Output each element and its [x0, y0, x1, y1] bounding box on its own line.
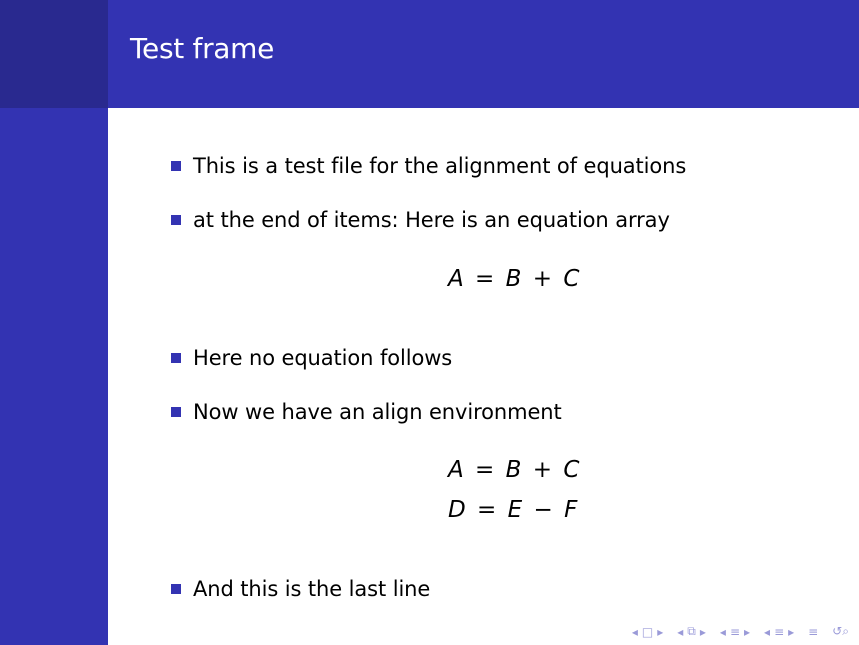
eq-lhs: D — [448, 497, 466, 523]
search-back-icon[interactable]: ↺⌕ — [832, 624, 849, 638]
subsection-prev-icon[interactable]: ◂ — [677, 624, 684, 639]
subsection-next-icon[interactable]: ▸ — [699, 624, 706, 639]
section-icon[interactable]: ≡ — [729, 624, 740, 639]
equation-align-line-1 — [448, 457, 579, 483]
eq-term: B — [505, 266, 522, 292]
equation-eqnarray — [448, 266, 579, 292]
subsection-icon[interactable]: ≡ — [774, 624, 785, 639]
list-item-text: This is a test file for the alignment of equations — [193, 154, 687, 178]
eq-lhs: A — [448, 457, 464, 483]
eq-term: E — [507, 497, 523, 523]
bullet-icon — [171, 584, 181, 594]
list-item — [171, 154, 686, 178]
eq-term: C — [563, 266, 580, 292]
frame-icon[interactable]: □ — [641, 624, 654, 639]
frame-title: Test frame — [130, 32, 275, 65]
list-item-text: Here no equation follows — [193, 346, 453, 370]
list-item-text: Now we have an align environment — [193, 400, 562, 424]
equation-align-line-2 — [448, 497, 577, 523]
frame-prev-icon[interactable]: ◂ — [631, 624, 638, 639]
subsec-prev-icon[interactable]: ◂ — [764, 624, 771, 639]
eq-equals: = — [477, 497, 497, 523]
eq-operator: − — [533, 497, 553, 523]
bullet-icon — [171, 353, 181, 363]
eq-term: F — [564, 497, 578, 523]
list-item — [171, 400, 562, 424]
eq-operator: + — [532, 457, 553, 483]
eq-lhs: A — [448, 266, 464, 292]
eq-operator: + — [532, 266, 553, 292]
eq-equals: = — [475, 266, 495, 292]
section-prev-icon[interactable]: ◂ — [719, 624, 726, 639]
bullet-icon — [171, 161, 181, 171]
eq-equals: = — [475, 457, 495, 483]
slides-icon[interactable]: ⧉ — [687, 624, 696, 638]
document-icon[interactable]: ≡ — [808, 624, 819, 639]
bullet-icon — [171, 215, 181, 225]
list-item-text: And this is the last line — [193, 577, 431, 601]
list-item — [171, 208, 670, 232]
section-next-icon[interactable]: ▸ — [744, 624, 751, 639]
subsec-next-icon[interactable]: ▸ — [788, 624, 795, 639]
eq-term: C — [563, 457, 580, 483]
list-item-text: at the end of items: Here is an equation array — [193, 208, 670, 232]
frame-next-icon[interactable]: ▸ — [657, 624, 664, 639]
bullet-icon — [171, 407, 181, 417]
beamer-navigation-bar — [632, 624, 849, 639]
list-item — [171, 577, 430, 601]
eq-term: B — [505, 457, 522, 483]
list-item — [171, 346, 452, 370]
sidebar-top-block — [0, 0, 108, 108]
